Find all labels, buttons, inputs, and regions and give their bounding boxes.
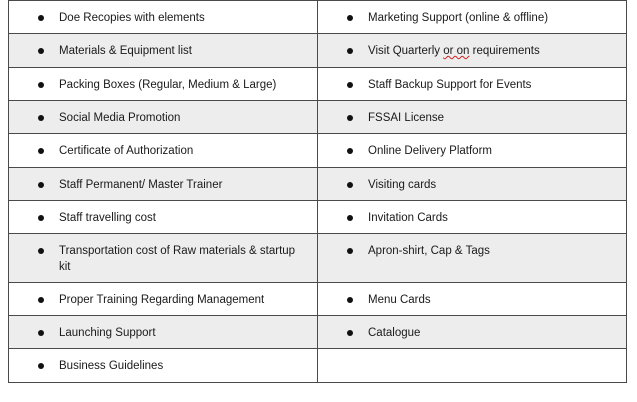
table-row <box>9 349 627 383</box>
table-row <box>9 1 627 34</box>
bullet-icon <box>38 182 44 188</box>
cell-text: Staff Backup Support for Events <box>368 79 532 91</box>
table-row <box>9 68 627 101</box>
cell-text: Menu Cards <box>368 294 431 306</box>
bullet-icon <box>347 148 353 154</box>
cell-text: Proper Training Regarding Management <box>59 294 265 306</box>
cell-text: Marketing Support (online & offline) <box>368 12 549 24</box>
table-cell-right <box>318 68 627 101</box>
bullet-icon <box>347 182 353 188</box>
table-cell-left <box>9 34 318 68</box>
table-cell-left <box>9 101 318 134</box>
table-cell-right <box>318 234 627 283</box>
bullet-icon <box>347 248 353 254</box>
bullet-icon <box>38 297 44 303</box>
bullet-icon <box>38 115 44 121</box>
bullet-icon <box>38 148 44 154</box>
table-cell-right <box>318 1 627 34</box>
table-row <box>9 134 627 168</box>
cell-text: Staff Permanent/ Master Trainer <box>59 179 223 191</box>
table-cell-right-empty <box>318 349 627 383</box>
table-row <box>9 316 627 349</box>
cell-text-part: requirements <box>469 45 540 57</box>
bullet-icon <box>347 82 353 88</box>
bullet-icon <box>38 363 44 369</box>
table-row <box>9 283 627 316</box>
features-table <box>8 0 627 383</box>
table-cell-left <box>9 134 318 168</box>
table-row <box>9 168 627 201</box>
bullet-icon <box>347 330 353 336</box>
cell-text: Packing Boxes (Regular, Medium & Large) <box>59 79 277 91</box>
table-cell-left <box>9 349 318 383</box>
bullet-icon <box>347 297 353 303</box>
table-cell-left <box>9 68 318 101</box>
table-cell-left <box>9 234 318 283</box>
bullet-icon <box>38 48 44 54</box>
cell-text: Social Media Promotion <box>59 112 181 124</box>
cell-text: Launching Support <box>59 327 156 339</box>
table-row <box>9 201 627 234</box>
cell-text: Staff travelling cost <box>59 212 156 224</box>
table-row <box>9 101 627 134</box>
table-cell-right <box>318 101 627 134</box>
table-cell-right <box>318 34 627 68</box>
cell-text: Business Guidelines <box>59 360 164 372</box>
table-cell-left <box>9 283 318 316</box>
table-cell-right <box>318 316 627 349</box>
cell-text: FSSAI License <box>368 112 445 124</box>
table-cell-left <box>9 168 318 201</box>
table-cell-right <box>318 283 627 316</box>
bullet-icon <box>347 48 353 54</box>
bullet-icon <box>38 15 44 21</box>
table-cell-right <box>318 168 627 201</box>
cell-text: Apron-shirt, Cap & Tags <box>368 245 490 257</box>
cell-text: Transportation cost of Raw materials & startup kit <box>59 245 296 273</box>
cell-text-part: Visit Quarterly <box>368 45 444 57</box>
cell-text: Invitation Cards <box>368 212 448 224</box>
cell-text: Certificate of Authorization <box>59 145 194 157</box>
cell-text: Materials & Equipment list <box>59 45 192 57</box>
table-cell-left <box>9 316 318 349</box>
table-cell-left <box>9 1 318 34</box>
cell-text: Doe Recopies with elements <box>59 12 205 24</box>
table-cell-right <box>318 134 627 168</box>
bullet-icon <box>38 82 44 88</box>
cell-text: Visiting cards <box>368 179 437 191</box>
bullet-icon <box>38 330 44 336</box>
table-row <box>9 34 627 68</box>
table-cell-right <box>318 201 627 234</box>
bullet-icon <box>38 215 44 221</box>
table-row <box>9 234 627 283</box>
cell-text: Catalogue <box>368 327 421 339</box>
spellcheck-marked-text: or on <box>443 45 470 57</box>
cell-text <box>368 43 548 59</box>
bullet-icon <box>347 115 353 121</box>
bullet-icon <box>347 215 353 221</box>
cell-text: Online Delivery Platform <box>368 145 492 157</box>
table-cell-left <box>9 201 318 234</box>
bullet-icon <box>347 15 353 21</box>
bullet-icon <box>38 248 44 254</box>
